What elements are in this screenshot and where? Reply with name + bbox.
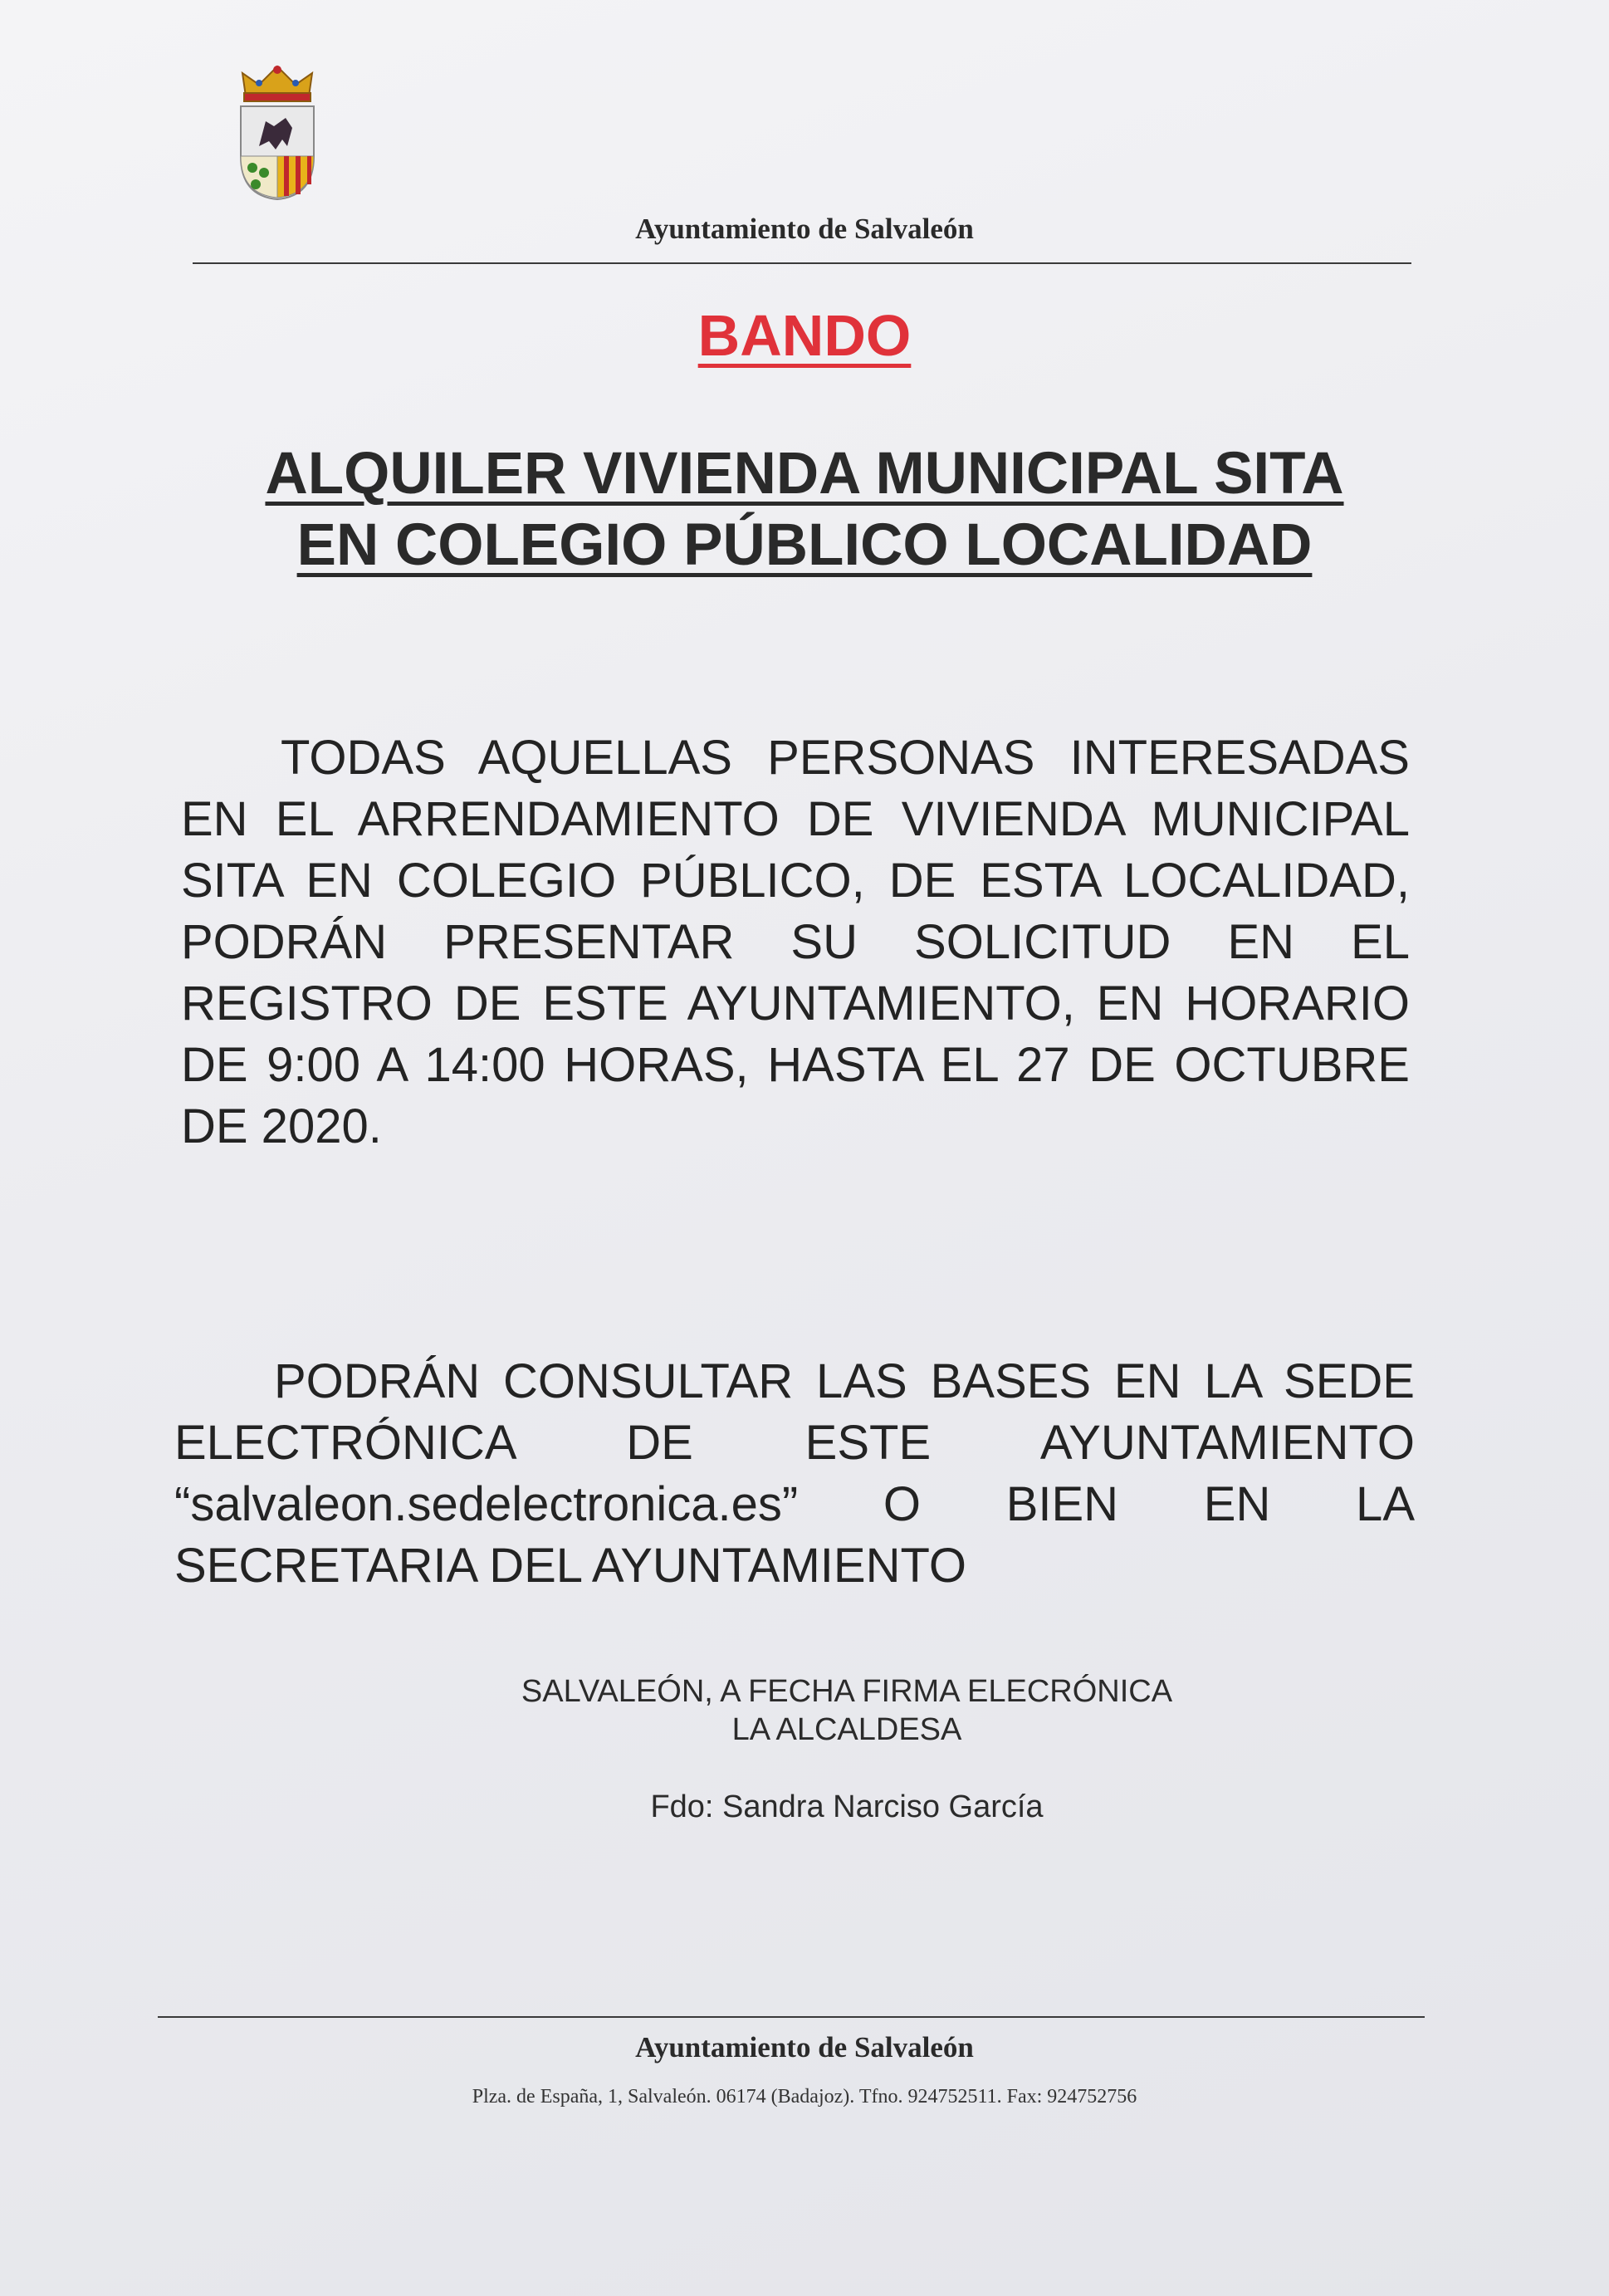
organization-header: Ayuntamiento de Salvaleón	[635, 213, 974, 245]
footer-divider	[158, 2016, 1425, 2018]
notice-type-title: BANDO	[697, 303, 912, 368]
notice-body-paragraph: TODAS AQUELLAS PERSONAS INTERESADAS EN EL ARRENDAMIENTO DE VIVIENDA MUNICIPAL SITA EN COLEGIO PÚBLICO, DE ESTA LOCALIDAD, PODRÁN PRESENTAR SU SOLICITUD EN EL REGISTRO DE ESTE AYUNTAMIENTO, EN HORARIO DE 9:00 A 14:00 HORAS, HASTA EL 27 DE OCTUBRE DE 2020.	[181, 731, 1410, 1153]
footer-address: Plza. de España, 1, Salvaleón. 06174 (Badajoz). Tfno. 924752511. Fax: 924752756	[472, 2086, 1137, 2108]
signatory-name: Fdo: Sandra Narciso García	[650, 1789, 1044, 1824]
signature-place-date: SALVALEÓN, A FECHA FIRMA ELECRÓNICA	[521, 1674, 1173, 1709]
subject-line: EN COLEGIO PÚBLICO LOCALIDAD	[296, 512, 1313, 578]
notice-body-paragraph: PODRÁN CONSULTAR LAS BASES EN LA SEDE ELECTRÓNICA DE ESTE AYUNTAMIENTO “salvaleon.sedelectronica.es” O BIEN EN LA SECRETARIA DEL AYUNTAMIENTO	[174, 1354, 1415, 1593]
notice-subject	[116, 438, 1493, 581]
coat-of-arms-icon	[234, 63, 320, 203]
header-divider	[193, 262, 1411, 264]
footer-organization: Ayuntamiento de Salvaleón	[635, 2031, 974, 2063]
signature-block	[432, 1672, 1262, 1749]
subject-line: ALQUILER VIVIENDA MUNICIPAL SITA	[265, 441, 1344, 507]
signature-role: LA ALCALDESA	[731, 1712, 962, 1747]
